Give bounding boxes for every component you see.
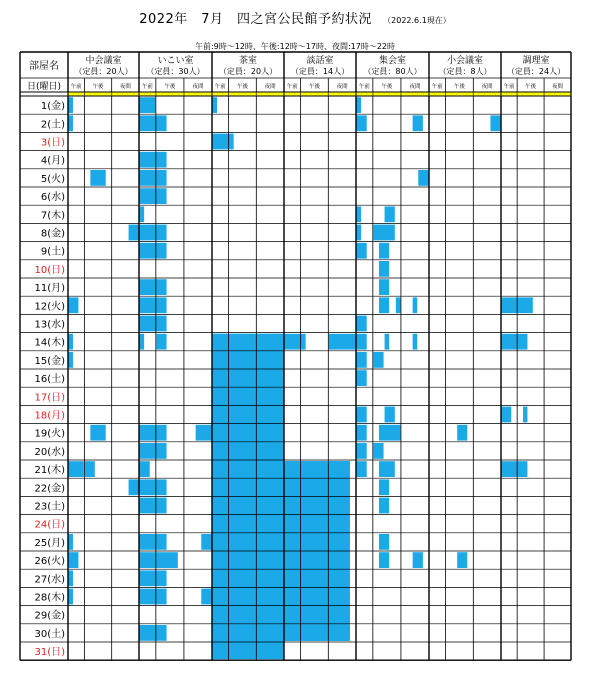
booking-block[interactable]: [457, 552, 467, 568]
booking-block[interactable]: [69, 589, 73, 605]
booking-block[interactable]: [140, 97, 156, 113]
day-label: 1(金): [40, 101, 65, 113]
day-label: 10(日): [34, 264, 65, 276]
booking-block[interactable]: [357, 425, 367, 441]
booking-block[interactable]: [385, 407, 395, 423]
booking-block[interactable]: [385, 334, 390, 350]
booking-block[interactable]: [140, 589, 167, 605]
booking-block[interactable]: [379, 479, 389, 495]
booking-block[interactable]: [140, 225, 167, 241]
hours-note: 午前:9時～12時、午後:12時～17時、夜間:17時～22時: [194, 42, 396, 51]
booking-block[interactable]: [490, 115, 500, 131]
booking-block[interactable]: [379, 297, 389, 313]
room-capacity: （定員：24人）: [506, 67, 566, 76]
booking-block[interactable]: [196, 425, 212, 441]
day-label: 23(土): [34, 501, 65, 513]
booking-block[interactable]: [373, 225, 394, 241]
slot-label: 夜間: [409, 84, 421, 90]
booking-block[interactable]: [201, 589, 211, 605]
booking-block[interactable]: [85, 461, 95, 477]
room-name: 談話室: [306, 56, 334, 66]
booking-block[interactable]: [357, 443, 367, 459]
slot-label: 午後: [525, 84, 537, 90]
slot-label: 午前: [503, 84, 515, 90]
day-label: 21(木): [34, 465, 65, 477]
day-label: 9(土): [40, 246, 65, 258]
booking-block[interactable]: [502, 461, 528, 477]
booking-block[interactable]: [373, 443, 383, 459]
slot-label: 午前: [358, 84, 370, 90]
booking-block[interactable]: [140, 552, 178, 568]
booking-block[interactable]: [379, 461, 395, 477]
booking-block[interactable]: [129, 225, 139, 241]
booking-block[interactable]: [413, 552, 423, 568]
booking-block[interactable]: [69, 334, 73, 350]
booking-block[interactable]: [357, 225, 362, 241]
booking-block[interactable]: [129, 479, 139, 495]
day-label: 11(月): [34, 283, 65, 295]
booking-block[interactable]: [201, 534, 211, 550]
booking-block[interactable]: [140, 206, 145, 222]
day-label: 25(月): [34, 537, 65, 549]
booking-block[interactable]: [379, 261, 389, 277]
booking-block[interactable]: [379, 534, 389, 550]
day-label: 18(月): [34, 410, 65, 422]
day-label: 4(月): [40, 155, 65, 167]
booking-block[interactable]: [357, 352, 367, 368]
slot-label: 午後: [453, 84, 465, 90]
day-label: 30(土): [34, 628, 65, 640]
booking-block[interactable]: [379, 425, 400, 441]
booking-block[interactable]: [140, 115, 167, 131]
booking-block[interactable]: [140, 243, 167, 259]
booking-block[interactable]: [69, 297, 79, 313]
booking-block[interactable]: [140, 188, 167, 204]
booking-block[interactable]: [140, 425, 167, 441]
room-name: 小会議室: [446, 56, 484, 66]
room-capacity: （定員：20人）: [74, 67, 133, 76]
room-capacity: （定員：8人）: [438, 67, 492, 76]
booking-block[interactable]: [69, 570, 73, 586]
booking-block[interactable]: [140, 170, 167, 186]
slot-label: 午前: [70, 84, 82, 90]
booking-block[interactable]: [396, 297, 401, 313]
slot-label: 午前: [214, 84, 226, 90]
slot-label: 午後: [381, 84, 393, 90]
booking-block[interactable]: [69, 352, 73, 368]
booking-block[interactable]: [140, 334, 145, 350]
booking-block[interactable]: [502, 407, 512, 423]
booking-block[interactable]: [379, 552, 389, 568]
day-label: 20(水): [34, 446, 65, 458]
booking-block[interactable]: [140, 534, 167, 550]
booking-block[interactable]: [69, 552, 79, 568]
booking-block[interactable]: [357, 243, 367, 259]
day-label: 14(木): [34, 337, 65, 349]
booking-block[interactable]: [357, 206, 362, 222]
booking-block[interactable]: [385, 206, 395, 222]
booking-block[interactable]: [140, 625, 167, 641]
day-label: 27(水): [34, 574, 65, 586]
slot-label: 夜間: [264, 84, 276, 90]
booking-block[interactable]: [357, 407, 367, 423]
slot-label: 夜間: [119, 84, 131, 90]
room-name: 調理室: [522, 56, 550, 66]
booking-block[interactable]: [457, 425, 467, 441]
day-label-header: 日(曜日): [26, 82, 62, 92]
title-as-of-date: （2022.6.1現在）: [383, 16, 451, 25]
slot-label: 午前: [431, 84, 443, 90]
day-label: 12(火): [34, 301, 65, 313]
slot-label: 午前: [286, 84, 298, 90]
booking-block[interactable]: [418, 170, 428, 186]
booking-block[interactable]: [357, 316, 367, 332]
booking-block[interactable]: [502, 334, 528, 350]
day-label: 22(金): [34, 483, 65, 495]
day-label: 19(火): [34, 428, 65, 440]
booking-block[interactable]: [140, 316, 167, 332]
booking-block[interactable]: [140, 152, 167, 168]
booking-block[interactable]: [213, 97, 218, 113]
booking-block[interactable]: [523, 407, 527, 423]
day-label: 2(土): [40, 119, 65, 131]
room-capacity: （定員：14人）: [290, 67, 350, 76]
booking-block[interactable]: [357, 115, 367, 131]
slot-label: 午後: [164, 84, 176, 90]
day-label: 26(火): [34, 556, 65, 568]
day-label: 31(日): [34, 647, 65, 659]
slot-label: 午後: [92, 84, 104, 90]
slot-label: 午前: [141, 84, 153, 90]
booking-block[interactable]: [373, 352, 383, 368]
booking-block[interactable]: [213, 134, 234, 150]
booking-block[interactable]: [357, 461, 367, 477]
booking-block[interactable]: [140, 443, 167, 459]
slot-label: 夜間: [552, 84, 564, 90]
booking-block[interactable]: [140, 479, 167, 495]
room-capacity: （定員：80人）: [363, 67, 422, 76]
booking-block[interactable]: [69, 461, 84, 477]
room-name: 中会議室: [85, 56, 122, 66]
booking-block[interactable]: [156, 334, 166, 350]
booking-block[interactable]: [357, 370, 367, 386]
booking-block[interactable]: [329, 334, 356, 350]
slot-label: 夜間: [481, 84, 493, 90]
day-label: 3(日): [40, 137, 65, 149]
booking-block[interactable]: [140, 279, 167, 295]
booking-block[interactable]: [357, 97, 362, 113]
booking-block[interactable]: [379, 498, 389, 514]
booking-block[interactable]: [140, 498, 167, 514]
room-capacity: （定員：30人）: [146, 67, 205, 76]
day-label: 6(水): [40, 192, 65, 204]
slot-label: 午後: [308, 84, 320, 90]
day-label: 16(土): [34, 374, 65, 386]
booking-block[interactable]: [413, 334, 418, 350]
room-name: 茶室: [238, 56, 258, 66]
day-label: 29(金): [34, 610, 65, 622]
booking-block[interactable]: [69, 534, 73, 550]
day-label: 8(金): [40, 228, 65, 240]
day-label: 5(火): [40, 173, 65, 185]
booking-block[interactable]: [285, 334, 306, 350]
booking-block[interactable]: [357, 334, 367, 350]
room-label-header: 部屋名: [29, 61, 59, 72]
booking-block[interactable]: [140, 570, 167, 586]
day-label: 13(水): [34, 319, 65, 331]
slot-label: 夜間: [336, 84, 348, 90]
room-capacity: （定員：20人）: [218, 67, 278, 76]
booking-block[interactable]: [140, 297, 167, 313]
room-name: いこい室: [157, 56, 194, 66]
title-main: 2022年 7月 四之宮公民館予約状況: [139, 12, 373, 27]
day-label: 17(日): [34, 392, 65, 404]
day-label: 28(木): [34, 592, 65, 604]
day-label: 15(金): [34, 355, 65, 367]
booking-block[interactable]: [379, 243, 389, 259]
booking-block[interactable]: [140, 461, 150, 477]
slot-label: 午後: [236, 84, 248, 90]
day-label: 24(日): [34, 519, 65, 531]
booking-block[interactable]: [413, 297, 418, 313]
booking-block[interactable]: [69, 115, 73, 131]
booking-block[interactable]: [90, 170, 105, 186]
slot-label: 夜間: [192, 84, 204, 90]
booking-block[interactable]: [379, 279, 389, 295]
booking-block[interactable]: [90, 425, 105, 441]
booking-block[interactable]: [69, 97, 73, 113]
room-name: 集会室: [378, 56, 407, 66]
day-label: 7(木): [40, 210, 65, 222]
booking-block[interactable]: [413, 115, 423, 131]
